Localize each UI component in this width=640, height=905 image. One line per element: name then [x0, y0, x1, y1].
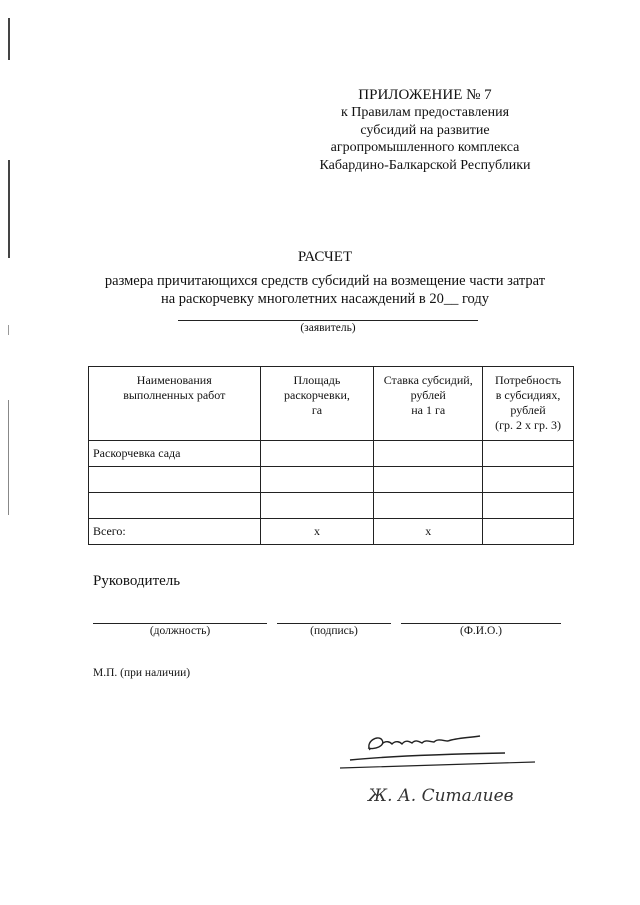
table-cell: [374, 467, 483, 493]
appendix-block: [300, 86, 550, 174]
table-cell: [483, 441, 574, 467]
position-field-line: [93, 623, 267, 624]
table-row: [89, 441, 574, 467]
table-cell: [89, 467, 261, 493]
table-cell: Всего:: [89, 519, 261, 545]
name-field-line: [401, 623, 561, 624]
table-cell: [483, 493, 574, 519]
appendix-line: субсидий на развитие: [360, 122, 490, 138]
table-cell: [260, 467, 374, 493]
table-row: [89, 467, 574, 493]
appendix-title: ПРИЛОЖЕНИЕ № 7: [358, 87, 492, 103]
table-cell: Раскорчевка сада: [89, 441, 261, 467]
table-cell: x: [260, 519, 374, 545]
table-cell: [260, 493, 374, 519]
signature-handwriting: Ж. А. Ситалиев: [368, 786, 514, 806]
document-subtitle: [60, 273, 590, 308]
name-caption: (Ф.И.О.): [460, 625, 502, 637]
table-cell: x: [374, 519, 483, 545]
column-header-area: Площадь раскорчевки, га: [260, 367, 374, 441]
table-cell: [374, 493, 483, 519]
table-cell: [483, 519, 574, 545]
document-title: РАСЧЕТ: [297, 249, 353, 265]
position-caption: (должность): [149, 625, 211, 637]
column-header-work-name: Наименования выполненных работ: [89, 367, 261, 441]
column-header-rate: Ставка субсидий, рублей на 1 га: [374, 367, 483, 441]
appendix-line: к Правилам предоставления: [340, 105, 510, 120]
handwritten-signature: [330, 720, 550, 815]
table-cell: [483, 467, 574, 493]
scan-edge-mark: [8, 400, 9, 515]
column-header-need: Потребность в субсидиях, рублей (гр. 2 x гр. 3): [483, 367, 574, 441]
head-label: Руководитель: [93, 573, 181, 589]
scan-edge-mark: [8, 325, 9, 335]
signature-field-line: [277, 623, 391, 624]
scan-edge-mark: [8, 160, 10, 258]
applicant-caption: (заявитель): [300, 322, 356, 334]
appendix-line: агропромышленного комплекса: [330, 140, 520, 155]
applicant-field-line: [178, 320, 478, 321]
table-cell: [374, 441, 483, 467]
subtitle-line: на раскорчевку многолетних насаждений в 20__ году: [160, 290, 490, 307]
appendix-line: Кабардино-Балкарской Республики: [319, 157, 531, 173]
table-cell: [89, 493, 261, 519]
table-header-row: [89, 367, 574, 441]
table-row: [89, 493, 574, 519]
calculation-table: [88, 366, 574, 545]
subtitle-line: размера причитающихся средств субсидий на возмещение части затрат: [104, 273, 546, 289]
table-cell: [260, 441, 374, 467]
signature-caption: (подпись): [310, 625, 358, 637]
scan-edge-mark: [8, 18, 10, 60]
stamp-note: М.П. (при наличии): [93, 667, 191, 679]
table-total-row: [89, 519, 574, 545]
